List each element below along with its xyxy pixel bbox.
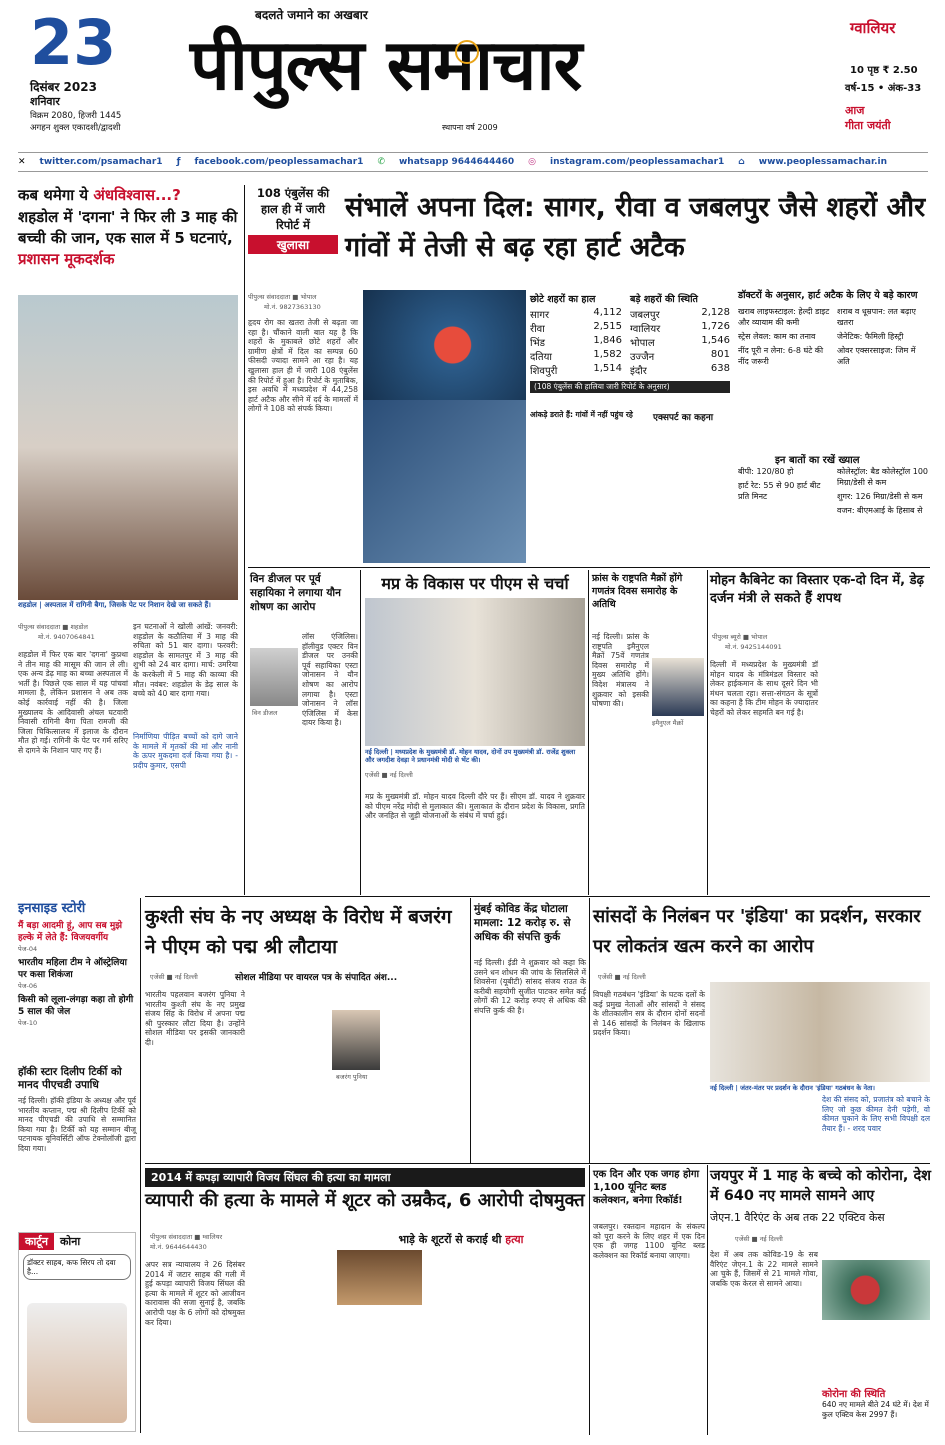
murder-byline: पीपुल्स संवाददाता ■ ग्वालियर	[150, 1233, 223, 1241]
cause-item: शराब व धूम्रपान: लत बढ़ाए खतरा	[837, 307, 916, 327]
cartoon-corner: कोना	[59, 1235, 81, 1248]
inside-item[interactable]: भारतीय महिला टीम ने ऑस्ट्रेलिया पर कसा शिकंजा	[18, 958, 127, 980]
web-link[interactable]: www.peoplessamachar.in	[758, 157, 888, 167]
small-city-name: रीवा	[530, 324, 545, 335]
covid-status: 640 नए मामले बीते 24 घंटे में। देश में कुल एक्टिव केस 2997 हैं।	[822, 1400, 929, 1419]
cabinet-body-2	[822, 632, 930, 890]
social-bar	[18, 152, 928, 172]
rural-body	[530, 428, 648, 563]
big-city-value: 1,726	[701, 321, 730, 332]
tithi: अगहन शुक्ल एकादशी/द्वादशी	[30, 123, 121, 133]
cause-item: खराब लाइफस्टाइल: हेल्दी डाइट और व्यायाम की कमी	[738, 307, 830, 327]
small-city-value: 2,515	[593, 321, 622, 332]
causes-list	[738, 306, 930, 370]
today-event: गीता जयंती	[845, 119, 891, 132]
masthead	[0, 0, 945, 150]
cartoon-box	[18, 1232, 136, 1432]
whatsapp-link[interactable]: whatsapp 9644644460	[398, 157, 515, 167]
founded-year: स्थापना वर्ष 2009	[442, 123, 498, 132]
photo-caption: शहडोल | अस्पताल में रागिनी बैगा, जिसके पेट पर निशान देखे जा सकते हैं।	[18, 601, 211, 609]
big-city-value: 2,128	[701, 307, 730, 318]
suspension-headline: सांसदों के निलंबन पर 'इंडिया' का प्रदर्शन, सरकार पर लोकतंत्र खत्म करने का आरोप	[593, 906, 921, 957]
heart-mobile: मो.नं. 9827363130	[264, 303, 321, 311]
instagram-link[interactable]: instagram.com/peoplessamachar1	[550, 157, 725, 167]
france-caption: इमैनुएल मैक्रों	[652, 719, 684, 727]
blood-body: जबलपुर। रक्तदान महादान के संकल्प को पूरा करने के लिए शहर में एक दिन एक ही जगह 1100 यूनिट ब्लड कलेक्शन का रिकॉर्ड बनाया जाएगा।	[593, 1222, 705, 1260]
murder-mobile: मो.नं. 9644644430	[150, 1243, 207, 1251]
big-city-name: भोपाल	[630, 338, 655, 349]
heart-diagram	[363, 400, 526, 563]
small-city-head: छोटे शहरों का हाल	[530, 294, 596, 305]
check-item: बीपी: 120/80 हो	[738, 467, 794, 476]
covid-jaipur-byline: एजेंसी ■ नई दिल्ली	[735, 1235, 783, 1243]
suspension-quote: देश की संसद को, प्रजातंत्र को बचाने के लिए जो कुछ कीमत देनी पड़ेगी, वो कीमत चुकाने के लिए सभी विपक्षी दल तैयार हैं। - शरद पवार	[822, 1095, 930, 1133]
facebook-icon: ƒ	[176, 157, 181, 167]
newspaper-logo-icon	[455, 40, 479, 64]
inside-item[interactable]: मैं बड़ा आदमी हूं, आप सब मुझे हल्के में लेते हैं: विजयवर्गीय	[18, 921, 123, 943]
volume: वर्ष-15 • अंक-33	[845, 83, 922, 94]
date-number: 23	[30, 6, 117, 79]
story-headline: शहडोल में 'दगना' ने फिर ली 3 माह की बच्ची की जान, एक साल में 5 घटनाएं, प्रशासन मूकदर्शक	[18, 208, 238, 268]
vin-caption: विन डीजल	[252, 709, 278, 717]
covid-jaipur-body-2	[822, 1325, 930, 1380]
small-city-name: सागर	[530, 310, 550, 321]
big-city-value: 1,546	[701, 335, 730, 346]
wrestling-letter	[250, 990, 328, 1160]
covid-mumbai-headline: मुंबई कोविड केंद्र घोटाला मामला: 12 करोड़ रु. से अधिक की संपत्ति कुर्क	[474, 903, 571, 943]
murder-body: अपर सत्र न्यायालय ने 26 दिसंबर 2014 में जटार साहब की गली में हुई कपड़ा व्यापारी विजय सिंघल की हत्या के मामले में शूटर को आजीवन कारावास की सजा सुनाई है, जबकि आरोपी पक्ष के 6 लोगों को दोषमुक्त कर दिया।	[145, 1260, 245, 1327]
check-item: हार्ट रेट: 55 से 90 हार्ट बीट प्रति मिनट	[738, 481, 821, 501]
wrestling-sub: सोशल मीडिया पर वायरल पत्र के संपादित अंश...	[235, 973, 398, 983]
shahdol-timeline: इन घटनाओं ने खोली आंखें: जनवरी: शहडोल के कठौतिया में 3 माह की रुचिता को 51 बार दागा। फरवरी: शहडोल के सामतपुर में 3 माह की शुभी को 24 बार दागा। मार्च: उमरिया के करकेली में 5 माह की काव्या की मौत। नवंबर: शहडोल के डेढ़ साल के बच्चे को 40 बार दागा गया।	[133, 622, 238, 699]
heart-illustration	[363, 290, 526, 400]
price: 10 पृष्ठ ₹ 2.50	[850, 65, 918, 76]
expert-head: एक्सपर्ट का कहना	[653, 413, 714, 423]
heart-body: हृदय रोग का खतरा तेजी से बढ़ता जा रहा है। चौंकाने वाली बात यह है कि शहरों के मुकाबले छोटे शहरों और ग्रामीण क्षेत्रों में दिल का सम्पन्न 60 फीसदी ज्यादा सामने आ रहा है। यह खुलासा हाल ही में जारी 108 एंबुलेंस की रिपोर्ट में हुआ है। रिपोर्ट के मुताबिक, इस अवधि में मध्यप्रदेश में 44,258 हार्ट अटैक और सीने में दर्द के मामलों में लोगों ने 108 को संपर्क किया।	[248, 318, 358, 414]
small-city-value: 1,582	[593, 349, 622, 360]
covid-mumbai-body: नई दिल्ली। ईडी ने शुक्रवार को कहा कि उसने धन शोधन की जांच के सिलसिले में शिवसेना (यूबीटी) सांसद संजय राउत के करीबी सहयोगी सुजीत पाटकर समेत कई लोगों की 12 करोड़ रुपए से अधिक की संपत्ति कुर्क की है।	[474, 958, 586, 1015]
cause-item: नींद पूरी न लेना: 6-8 घंटे की नींद जरूरी	[738, 346, 824, 366]
inside-page: पेज-10	[18, 1019, 38, 1027]
gavel-photo	[337, 1250, 422, 1305]
small-city-value: 1,514	[593, 363, 622, 374]
suspension-byline: एजेंसी ■ नई दिल्ली	[598, 973, 646, 981]
twitter-icon: ✕	[18, 157, 26, 167]
whatsapp-icon: ✆	[377, 157, 385, 167]
shahdol-quote: निर्माणिया पीड़ित बच्चों को दागे जाने के मामले में मृतकों की मां और नानी के ऊपर मुकदमा दर्ज किया गया है। - प्रदीप कुमार, एसपी	[133, 732, 238, 770]
baby-photo	[18, 295, 238, 600]
weekday: शनिवार	[30, 95, 60, 108]
city-table	[530, 292, 730, 393]
shahdol-mobile: मो.नं. 9407064841	[38, 633, 95, 641]
cartoon-title: कार्टून	[19, 1233, 54, 1250]
macron-photo	[652, 658, 704, 716]
virus-photo	[822, 1260, 930, 1320]
suspension-body: विपक्षी गठबंधन 'इंडिया' के घटक दलों के कई प्रमुख नेताओं और सांसदों ने संसद के शीतकालीन सत्र के दौरान दोनों सदनों से 146 सांसदों के निलंबन के खिलाफ प्रदर्शन किया।	[593, 990, 705, 1038]
tagline: बदलते जमाने का अखबार	[255, 8, 368, 22]
checklist	[738, 466, 930, 516]
hockey-body: नई दिल्ली। हॉकी इंडिया के अध्यक्ष और पूर्व भारतीय कप्तान, पद्म श्री दिलीप टिर्की को मानद पीएचडी की उपाधि से सम्मानित किया गया है। टिर्की को यह सम्मान बीजू पटनायक यूनिवर्सिटी ऑफ टेक्नोलॉजी द्वारा दिया गया।	[18, 1096, 136, 1153]
murder-headline: व्यापारी की हत्या के मामले में शूटर को उम्रकैद, 6 आरोपी दोषमुक्त	[145, 1190, 585, 1211]
heart-side-head: 108 एंबुलेंस की हाल ही में जारी रिपोर्ट में खुलासा	[248, 185, 338, 254]
vin-body-2	[250, 720, 358, 890]
date-month: दिसंबर 2023	[30, 80, 97, 94]
cabinet-body: दिल्ली में मध्यप्रदेश के मुख्यमंत्री डॉ मोहन यादव के मंत्रिमंडल विस्तार को लेकर हाईकमान के साथ दूसरे दिन भी मंथन चलता रहा। सत्ता-संगठन के सूत्रों का कहना है कि टीम मोहन के ज्यादातर चेहरों को लेकर सहमति बन गई है।	[710, 660, 818, 717]
cabinet-mobile: मो.नं. 9425144091	[725, 643, 782, 651]
newspaper-title: पीपुल्स समाचार	[190, 24, 582, 106]
hockey-headline: हॉकी स्टार दिलीप टिर्की को मानद पीएचडी उपाधि	[18, 1066, 122, 1091]
bajrang-caption: बजरंग पुनिया	[336, 1073, 368, 1081]
big-city-name: उज्जैन	[630, 352, 655, 363]
wrestling-body: भारतीय पहलवान बजरंग पुनिया ने भारतीय कुश्ती संघ के नए प्रमुख संजय सिंह के विरोध में अपना पद्म श्री पुरस्कार लौटा दिया है। उन्होंने सोशल मीडिया पर इसकी जानकारी दी।	[145, 990, 245, 1047]
protest-photo	[710, 982, 930, 1082]
expert-body	[653, 424, 733, 564]
big-city-value: 801	[710, 349, 730, 360]
inside-item[interactable]: किसी को लूला-लंगड़ा कहा तो होगी 5 साल की जेल	[18, 995, 134, 1017]
cartoon-illustration	[27, 1303, 127, 1423]
covid-jaipur-sub: जेएन.1 वैरिएंट के अब तक 22 एक्टिव केस	[710, 1211, 885, 1224]
inside-story	[18, 898, 136, 1027]
today-label: आज	[845, 104, 865, 117]
pm-headline: मप्र के विकास पर पीएम से चर्चा	[381, 574, 569, 593]
small-city-name: दतिया	[530, 352, 552, 363]
covid-jaipur-headline: जयपुर में 1 माह के बच्चे को कोरोना, देश में 640 नए मामले सामने आए	[710, 1168, 932, 1204]
facebook-link[interactable]: facebook.com/peoplessamachar1	[194, 157, 364, 167]
blood-headline: एक दिन और एक जगह होगा 1,100 यूनिट ब्लड कलेक्शन, बनेगा रिकॉर्ड!	[593, 1169, 700, 1206]
murder-body-2	[250, 1232, 330, 1435]
murder-kicker: 2014 में कपड़ा व्यापारी विजय सिंघल की हत्या का मामला	[145, 1168, 585, 1187]
small-city-value: 1,846	[593, 335, 622, 346]
cartoon-bubble: डॉक्टर साहब, कफ सिरप तो दवा है...	[23, 1254, 131, 1280]
covid-jaipur-body: देश में अब तक कोविड-19 के सब वैरिएंट जेएन.1 के 22 मामले सामने आ चुके हैं, जिसमें से 21 मामले गोवा, जबकि एक केरल से सामने आया।	[710, 1250, 818, 1288]
inside-page: पेज-06	[18, 982, 38, 990]
murder-body-3	[426, 1250, 585, 1435]
web-icon: ⌂	[738, 157, 745, 167]
small-city-name: भिंड	[530, 338, 545, 349]
france-body-2	[592, 732, 704, 890]
instagram-icon: ◎	[528, 157, 537, 167]
cabinet-headline: मोहन कैबिनेट का विस्तार एक-दो दिन में, डेढ़ दर्जन मंत्री ले सकते हैं शपथ	[710, 573, 924, 606]
check-item: कोलेस्ट्रॉल: बैड कोलेस्ट्रॉल 100 मिग्रा/डेसी से कम	[837, 467, 929, 487]
checklist-head: इन बातों का रखें ख्याल	[775, 455, 860, 466]
murder-body-4	[337, 1308, 422, 1435]
vin-headline: विन डीजल पर पूर्व सहायिका ने लगाया यौन शोषण का आरोप	[250, 573, 341, 613]
small-city-name: शिवपुरी	[530, 366, 558, 377]
twitter-link[interactable]: twitter.com/psamachar1	[39, 157, 163, 167]
doctor-head: डॉक्टरों के अनुसार, हार्ट अटैक के लिए ये बड़े कारण	[738, 290, 918, 301]
samvat: विक्रम 2080, हिजरी 1445	[30, 111, 122, 121]
protest-caption: नई दिल्ली | जंतर-मंतर पर प्रदर्शन के दौरान 'इंडिया' गठबंधन के नेता।	[710, 1084, 875, 1092]
pm-body: मप्र के मुख्यमंत्री डॉ. मोहन यादव दिल्ली दौरे पर हैं। सीएम डॉ. यादव ने शुक्रवार को पीएम नरेंद्र मोदी से मुलाकात की। मुलाकात के दौरान प्रदेश के विकास, प्रगति और जनहित से जुड़ी योजनाओं के संबंध में चर्चा हुई।	[365, 792, 585, 821]
cause-item: ओवर एक्सरसाइज: जिम में अति	[837, 346, 916, 366]
wrestling-letter-2	[385, 990, 467, 1160]
big-city-value: 638	[710, 363, 730, 374]
inside-page: पेज-04	[18, 945, 38, 953]
story-kicker: कब थमेगा ये अंधविश्वास...?	[18, 186, 181, 204]
big-city-name: इंदौर	[630, 366, 647, 377]
pm-photo	[365, 598, 585, 746]
murder-sub: भाड़े के शूटरों से कराई थी हत्या	[398, 1233, 524, 1246]
heart-side-red: खुलासा	[248, 235, 338, 254]
cause-item: जेनेटिक: फैमिली हिस्ट्री	[837, 332, 904, 341]
big-city-name: ग्वालियर	[630, 324, 661, 335]
inside-title: इनसाइड स्टोरी	[18, 901, 86, 916]
covid-status-head: कोरोना की स्थिति	[822, 1389, 886, 1400]
rural-head: आंकड़े डराते हैं: गांवों में नहीं पहुंच रहे	[530, 410, 633, 419]
check-item: वजन: बीएमआई के हिसाब से	[837, 506, 923, 515]
small-city-value: 4,112	[593, 307, 622, 318]
check-item: शुगर: 126 मिग्रा/डेसी से कम	[837, 492, 923, 501]
cause-item: स्ट्रेस लेवल: काम का तनाव	[738, 332, 816, 341]
big-city-head: बड़े शहरों की स्थिति	[630, 294, 698, 305]
heart-byline: पीपुल्स संवाददाता ■ भोपाल	[248, 293, 317, 301]
shahdol-byline: पीपुल्स संवाददाता ■ शहडोल	[18, 623, 88, 631]
wrestling-byline: एजेंसी ■ नई दिल्ली	[150, 973, 198, 981]
france-body: नई दिल्ली। फ्रांस के राष्ट्रपति इमैनुएल मैक्रों 75वें गणतंत्र दिवस समारोह में मुख्य अतिथि होंगे। विदेश मंत्रालय ने शुक्रवार को इसकी घोषणा की।	[592, 632, 649, 709]
edition-city: ग्वालियर	[850, 19, 896, 37]
france-headline: फ्रांस के राष्ट्रपति मैक्रों होंगे गणतंत्र दिवस समारोह के अतिथि	[592, 573, 683, 610]
heart-headline: संभालें अपना दिल: सागर, रीवा व जबलपुर जैसे शहरों और गांवों में तेजी से बढ़ रहा हार्ट अटैक	[345, 192, 926, 263]
cabinet-byline: पीपुल्स ब्यूरो ■ भोपाल	[712, 633, 768, 641]
table-note: (108 एंबुलेंस की हालिया जारी रिपोर्ट के अनुसार)	[530, 381, 730, 393]
shahdol-body: शहडोल में फिर एक बार 'दगना' कुप्रथा ने तीन माह की मासूम की जान ले ली। एक अन्य डेढ़ माह का बच्चा अस्पताल में भर्ती है। पिछले एक साल में यह पांचवां मामला है, लेकिन प्रशासन ने अब तक कोई कार्रवाई नहीं की है। जिला मुख्यालय के आदिवासी अंचल घटवारी निवासी रागिनी बैगा पिता रामजी की जिला चिकित्सालय में इलाज के दौरान मौत हो गई। रागिनी के पेट पर गर्म सरिए से दागने के निशान पाए गए हैं।	[18, 650, 128, 755]
vin-body: लॉस एंजिलिस। हॉलीवुड एक्टर विन डीजल पर उनकी पूर्व सहायिका एस्टा जोनासन ने यौन शोषण का आरोप लगाया है। एस्टा जोनासन ने लॉस एंजिलिस में केस दायर किया है।	[302, 632, 358, 728]
bajrang-photo	[332, 1010, 380, 1070]
vin-photo	[250, 648, 298, 706]
pm-byline: एजेंसी ■ नई दिल्ली	[365, 771, 413, 779]
pm-caption: नई दिल्ली | मध्यप्रदेश के मुख्यमंत्री डॉ. मोहन यादव, दोनों उप मुख्यमंत्री डॉ. राजेंद्र शुक्ला और जगदीश देवड़ा ने प्रधानमंत्री मोदी से भेंट की।	[365, 748, 576, 764]
suspension-body-2	[710, 1095, 818, 1160]
big-city-name: जबलपुर	[630, 310, 660, 321]
wrestling-headline: कुश्ती संघ के नए अध्यक्ष के विरोध में बजरंग ने पीएम को पद्म श्री लौटाया	[145, 906, 452, 958]
